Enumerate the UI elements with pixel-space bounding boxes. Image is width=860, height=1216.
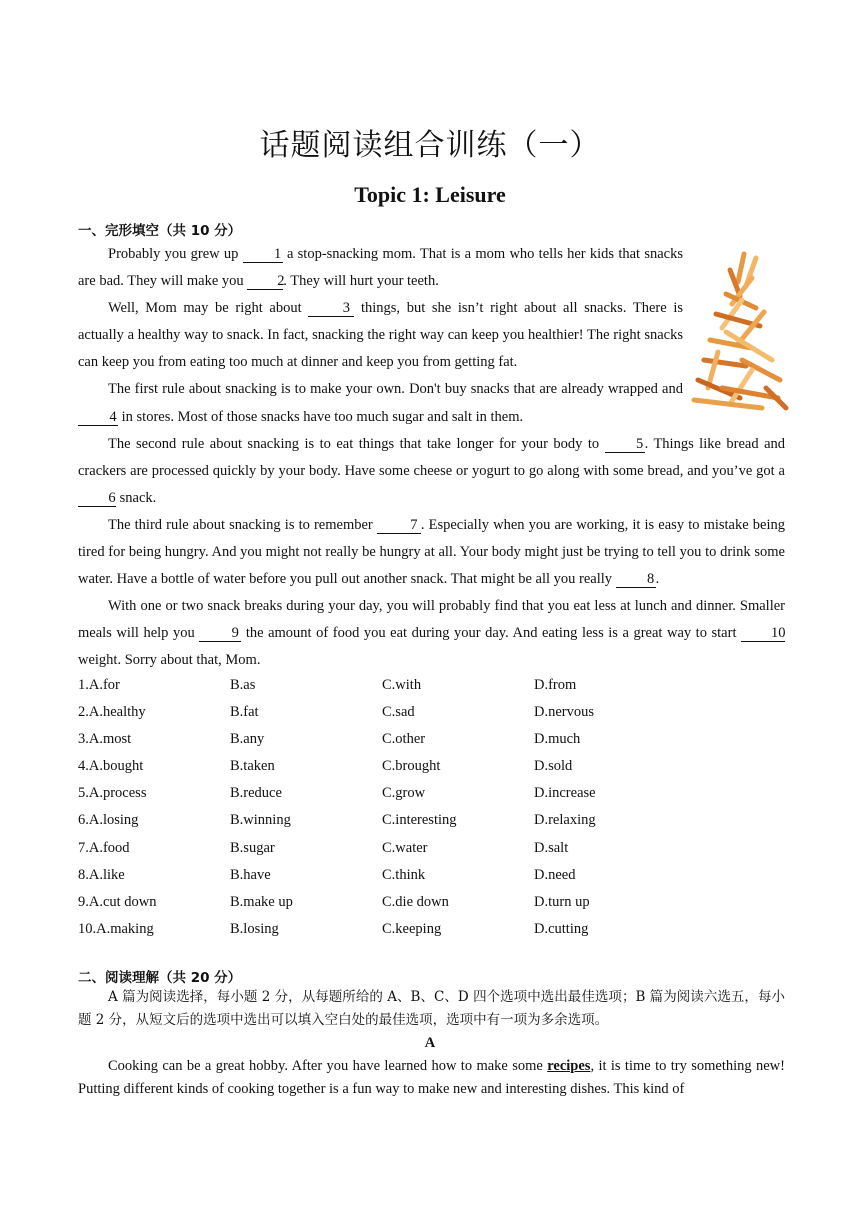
blank-3: 3 <box>308 300 354 317</box>
blank-2: 2 <box>247 273 283 290</box>
text: . Especially when you are working, it is easy to mistake being tired for being hungry. And you might not really be hungry at all. Your body might just be trying to tell you to drink some water. Have a bottle of water before you pull out another snack. That might be all you really <box>78 516 786 588</box>
page-title: 话题阅读组合训练（一） <box>259 128 601 163</box>
option-9-A: 9.A.cut down <box>78 893 157 910</box>
option-row <box>78 916 778 943</box>
option-2-B: B.fat <box>230 704 259 721</box>
blank-9: 9 <box>199 625 241 642</box>
option-4-C: C.brought <box>382 758 441 775</box>
option-9-B: B.make up <box>230 893 293 910</box>
section-heading-cloze: 一、完形填空（共 10 分） <box>78 223 242 239</box>
option-row <box>78 753 778 780</box>
blank-8: 8 <box>616 571 656 588</box>
option-row <box>78 889 778 916</box>
option-1-B: B.as <box>230 677 256 693</box>
option-8-D: D.need <box>534 866 576 883</box>
paragraph <box>78 431 785 512</box>
text: . Things like bread and crackers are processed quickly by your body. Have some cheese or yogurt to go along with some bread, and you’ve got a <box>78 435 786 479</box>
fry <box>738 254 744 282</box>
option-7-C: C.water <box>382 839 428 856</box>
text: The first rule about snacking is to make your own. Don't buy snacks that are already wrapped and <box>108 381 683 398</box>
paragraph <box>78 512 785 593</box>
option-7-B: B.sugar <box>230 839 275 856</box>
option-1-D: D.from <box>534 677 577 693</box>
text: the amount of food you eat during your day. And eating less is a great way to start <box>241 625 742 642</box>
paragraph <box>78 295 683 376</box>
text: a stop-snacking mom. That is a mom who tells her kids that snacks are bad. They will make you <box>78 246 684 290</box>
text: snack. <box>116 489 157 506</box>
option-row <box>78 726 778 753</box>
option-3-A: 3.A.most <box>78 731 132 748</box>
cloze-passage <box>78 241 785 675</box>
option-5-D: D.increase <box>534 785 596 802</box>
text: The third rule about snacking is to remember <box>108 516 377 533</box>
text: . <box>655 571 660 588</box>
option-8-C: C.think <box>382 866 426 883</box>
option-5-B: B.reduce <box>230 785 282 802</box>
option-2-A: 2.A.healthy <box>78 704 146 721</box>
option-1-C: C.with <box>382 677 422 693</box>
text: The second rule about snacking is to eat things that take longer for your body to <box>108 435 605 452</box>
option-row <box>78 807 778 834</box>
blank-1: 1 <box>243 246 283 263</box>
option-7-D: D.salt <box>534 839 569 856</box>
option-row <box>78 672 778 699</box>
fry <box>694 400 762 408</box>
text: things, but she isn’t right about all snacks. There is actually a healthy way to snack. In fact, snacking the right way can keep you healthier! The right snacks can keep you from eating too much at dinner and keep you from getting fat. <box>78 300 683 371</box>
option-9-D: D.turn up <box>534 893 590 910</box>
option-2-D: D.nervous <box>534 704 595 721</box>
blank-7: 7 <box>377 517 421 534</box>
text: weight. Sorry about that, Mom. <box>78 652 261 669</box>
text: in stores. Most of those snacks have too much sugar and salt in them. <box>118 408 524 425</box>
option-row <box>78 835 778 862</box>
option-2-C: C.sad <box>382 704 415 721</box>
options-list <box>78 672 778 943</box>
paragraph <box>78 241 683 295</box>
option-8-A: 8.A.like <box>78 866 125 883</box>
option-6-B: B.winning <box>230 812 291 829</box>
option-10-B: B.losing <box>230 920 279 937</box>
option-3-B: B.any <box>230 731 265 748</box>
option-6-C: C.interesting <box>382 812 457 829</box>
blank-10: 10 <box>741 625 785 642</box>
option-row <box>78 699 778 726</box>
topic-heading: Topic 1: Leisure <box>354 182 506 207</box>
option-4-B: B.taken <box>230 758 275 775</box>
blank-5: 5 <box>605 436 645 453</box>
text: . They will hurt your teeth. <box>283 273 439 290</box>
text: , it is time to try something new! Putting different kinds of cooking together is a fun way to make new and interesting dishes. This kind of <box>78 1058 785 1097</box>
section-heading-reading: 二、阅读理解（共 20 分） <box>78 970 242 986</box>
blank-6: 6 <box>78 490 116 507</box>
text: Well, Mom may be right about <box>108 300 309 317</box>
option-5-C: C.grow <box>382 785 426 802</box>
text: Probably you grew up <box>108 246 243 262</box>
option-3-D: D.much <box>534 731 581 748</box>
option-5-A: 5.A.process <box>78 785 147 802</box>
option-10-A: 10.A.making <box>78 920 154 937</box>
option-4-D: D.sold <box>534 758 573 775</box>
paragraph <box>78 593 785 674</box>
option-7-A: 7.A.food <box>78 839 130 856</box>
text: With one or two snack breaks during your day, you will probably find that you eat less at lunch and dinner. Smaller meals will help you <box>78 598 785 642</box>
paragraph <box>78 376 683 430</box>
keyword-recipes: recipes <box>547 1058 591 1074</box>
option-1-A: 1.A.for <box>78 677 120 693</box>
french-fries-image <box>682 248 792 413</box>
option-9-C: C.die down <box>382 893 449 910</box>
text: Cooking can be a great hobby. After you have learned how to make some <box>108 1058 548 1074</box>
option-3-C: C.other <box>382 731 426 748</box>
option-6-D: D.relaxing <box>534 812 596 829</box>
option-10-C: C.keeping <box>382 920 442 937</box>
option-10-D: D.cutting <box>534 920 589 937</box>
option-6-A: 6.A.losing <box>78 812 139 829</box>
reading-instructions: A 篇为阅读选择，每小题 2 分，从每题所给的 A、B、C、D 四个选项中选出最佳选项；B 篇为阅读六选五，每小题 2 分，从短文后的选项中选出可以填入空白处的最佳选项，选项中有一项为多余选项。 <box>78 989 785 1028</box>
blank-4: 4 <box>78 409 118 426</box>
option-4-A: 4.A.bought <box>78 758 144 775</box>
passage-a-text <box>78 1055 785 1101</box>
passage-a-title: A <box>424 1035 436 1051</box>
option-8-B: B.have <box>230 866 271 883</box>
option-row <box>78 862 778 889</box>
option-row <box>78 780 778 807</box>
